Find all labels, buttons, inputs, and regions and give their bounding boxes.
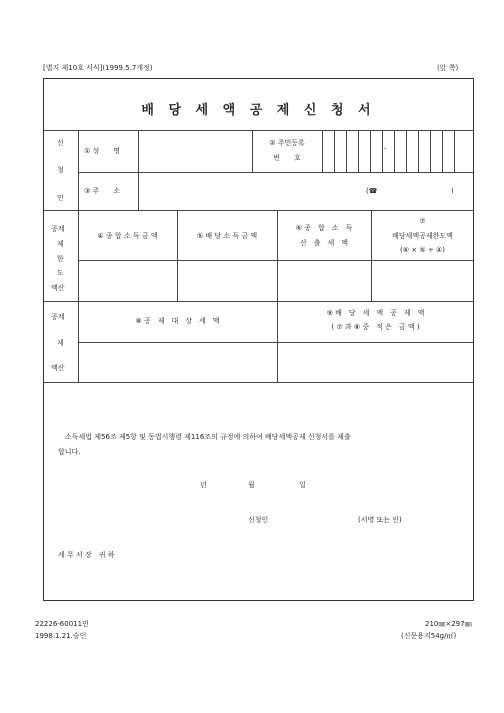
month-label: 월 (248, 481, 255, 489)
col9-header-1: ⑨ 배 당 세 액 공 제 액 (326, 309, 425, 317)
credit-limit-field[interactable] (372, 261, 473, 300)
col6-header-1: ⑥ 종 합 소 득 (295, 224, 353, 232)
col7-header-2: 배당세액공제한도액 (392, 232, 453, 240)
col4-header: ④ 종 합 소 득 금 액 (97, 232, 158, 240)
col8-header: ⑧ 공 제 대 상 세 액 (135, 317, 220, 325)
limit-label-4: 도 (57, 269, 64, 277)
divider (252, 130, 253, 172)
id-label-1: ② 주민등록 (269, 139, 305, 147)
col9-header-2: ( ⑦ 과 ⑧ 중 적 은 금 액 ) (331, 323, 420, 331)
form-code: 22226-60011민 (35, 620, 89, 628)
name-label: ① 성 명 (84, 147, 121, 155)
page-side: (앞 쪽) (437, 64, 459, 72)
limit-label-5: 액산 (51, 284, 65, 292)
paper-size: 210㎜×297㎜ (425, 620, 472, 628)
page-title: 배 당 세 액 공 제 신 청 서 (141, 103, 376, 118)
limit-label-1: 공계 (51, 225, 65, 233)
phone-label: (☎ (366, 187, 378, 195)
divider (43, 210, 474, 211)
day-label: 일 (299, 481, 306, 489)
col7-header-1: ⑦ (419, 217, 426, 225)
col5-header: ⑤ 배 당 소 득 금 액 (196, 232, 258, 240)
applicant-label-3: 인 (57, 194, 64, 202)
applicant-sign-label: 신청인 (248, 516, 269, 524)
paper-type: (신문용지54g/㎡) (401, 632, 457, 640)
credit-target-field[interactable] (79, 343, 276, 381)
address-label: ③ 주 소 (84, 187, 121, 195)
addressee: 세 무 서 장 귀 하 (58, 551, 115, 559)
credit-label-1: 공계 (51, 313, 65, 321)
form-id: [별지 제10호 서식](1999.5.7개정) (43, 64, 153, 72)
approval-date: 1998.1.21.승인 (35, 632, 87, 640)
id-dash: - (384, 145, 387, 153)
dividend-income-field[interactable] (178, 261, 276, 300)
credit-label-2: 제 (57, 339, 64, 347)
computed-tax-field[interactable] (278, 261, 370, 300)
address-field[interactable] (139, 173, 473, 209)
limit-label-2: 제 (57, 240, 64, 248)
limit-label-3: 한 (57, 255, 64, 263)
applicant-label-2: 청 (57, 166, 64, 174)
signature-label: (서명 또는 인) (358, 516, 402, 524)
total-income-field[interactable] (79, 261, 176, 300)
credit-label-3: 액산 (51, 364, 65, 372)
applicant-label-1: 신 (57, 139, 64, 147)
statement-line-2: 합니다. (58, 448, 81, 456)
id-label-2: 번 호 (273, 154, 301, 162)
phone-close: ) (451, 187, 454, 195)
col6-header-2: 산 출 세 액 (299, 239, 349, 247)
id-number-field[interactable] (323, 131, 473, 171)
divider (43, 382, 474, 383)
col7-header-3: (⑥ × ⑤ ÷ ④) (400, 246, 445, 254)
year-label: 년 (200, 481, 207, 489)
credit-amount-field[interactable] (278, 343, 473, 381)
statement-line-1: 소득세법 제56조 제5항 및 동법시행령 제116조의 규정에 의하여 배당세액공제 신청서를 제출 (65, 433, 351, 441)
name-field[interactable] (139, 131, 251, 171)
divider (43, 301, 474, 302)
